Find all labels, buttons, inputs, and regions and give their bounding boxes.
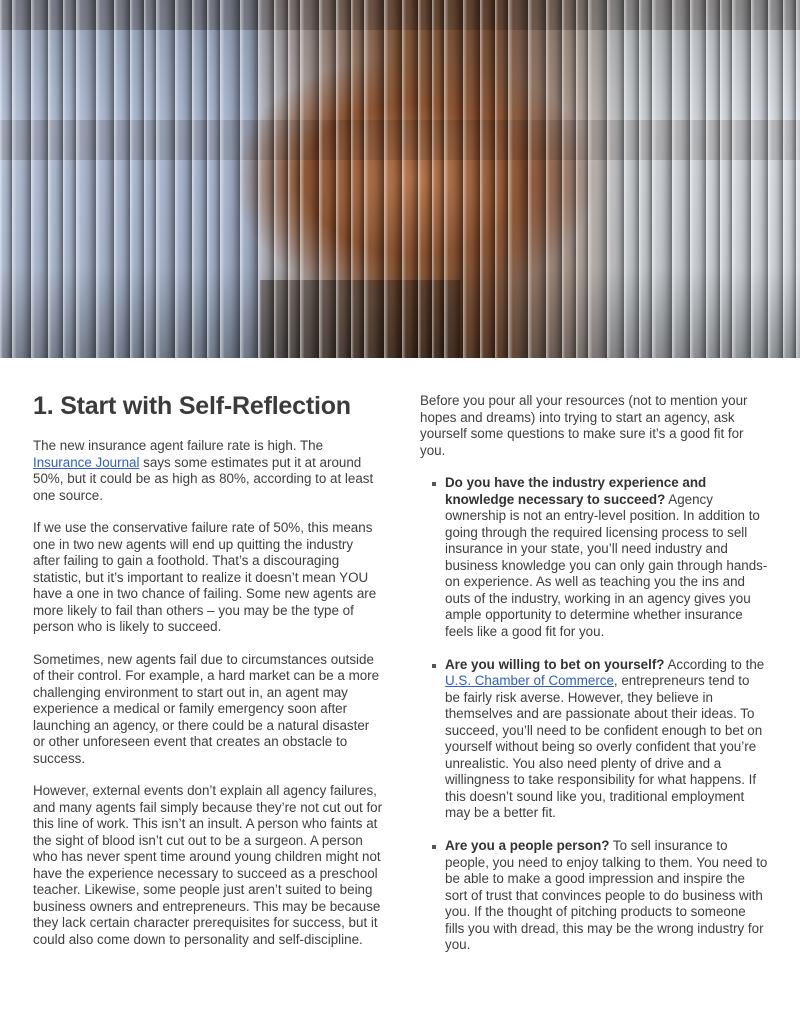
list-item-experience — [420, 475, 768, 640]
paragraph-external-events: However, external events don’t explain all agency failures, and many agents fail simply because they’re not cut out for this line of work. This isn’t an insult. A person who faints at the sight of blood isn’t cut out to be a surgeon. A person who has never spent time around young children might not have the experience necessary to succeed as a preschool teacher. Likewise, some people just aren’t suited to being business owners and entrepreneurs. This may be because they lack certain character prerequisites for success, but it could also come down to personality and self-discipline. — [33, 783, 383, 947]
bullet-icon — [432, 845, 436, 849]
glass-flute — [76, 0, 96, 358]
p1-text-before: The new insurance agent failure rate is high. The — [33, 438, 324, 453]
glass-flute — [175, 0, 192, 358]
glass-flute — [192, 0, 207, 358]
glass-flute — [63, 0, 76, 358]
question-people-person: Are you a people person? — [445, 838, 610, 853]
paragraph-circumstances: Sometimes, new agents fail due to circumstances outside of their control. For example, a hard market can be a more challenging environment to start out in, an agent may experience a medical or family emergency soon after launching an agency, or there could be a natural disaster or other unforeseen event that creates an obstacle to success. — [33, 651, 380, 766]
bullet-icon — [432, 664, 436, 668]
glass-flute — [144, 0, 156, 358]
glass-flute — [624, 0, 639, 358]
glass-flute — [508, 0, 528, 358]
chamber-of-commerce-link[interactable]: U.S. Chamber of Commerce — [445, 673, 614, 688]
glass-flute — [96, 0, 114, 358]
glass-flute — [336, 0, 351, 358]
glass-flute — [720, 0, 732, 358]
glass-flute — [384, 0, 402, 358]
glass-flute — [156, 0, 175, 358]
glass-flute — [402, 0, 418, 358]
glass-flute — [546, 0, 562, 358]
glass-flute — [672, 0, 690, 358]
answer-people-person: To sell insurance to people, you need to enjoy talking to them. You need to be able to make a good impression and inspire the sort of trust that convinces people to do business with you. If the thought of pitching products to someone fills you with dread, this may be the wrong industry for you. — [445, 838, 768, 952]
glass-flute — [444, 0, 463, 358]
question-experience: Do you have the industry experience and knowledge necessary to succeed? — [445, 475, 707, 507]
glass-flute — [796, 0, 800, 358]
glass-flute — [300, 0, 319, 358]
glass-flute — [576, 0, 588, 358]
glass-flute — [562, 0, 576, 358]
glass-flute — [364, 0, 384, 358]
section-heading: 1. Start with Self-Reflection — [33, 392, 351, 420]
glass-flute — [732, 0, 751, 358]
glass-flute — [288, 0, 300, 358]
glass-flute — [607, 0, 624, 358]
glass-flute — [220, 0, 240, 358]
glass-flute — [652, 0, 672, 358]
paragraph-failure-rate — [33, 438, 383, 504]
glass-flute — [258, 0, 274, 358]
glass-flute — [783, 0, 796, 358]
glass-flute — [495, 0, 508, 358]
glass-flute — [351, 0, 364, 358]
glass-flute — [240, 0, 258, 358]
left-column — [33, 390, 383, 964]
glass-flute — [114, 0, 130, 358]
glass-flute — [706, 0, 720, 358]
answer-experience: Agency ownership is not an entry-level position. In addition to going through the required licensing process to sell insurance in your state, you’ll need industry and business knowledge you can only gain through hands-on experience. As well as teaching you the ins and outs of the industry, working in an agency gives you ample opportunity to determine whether insurance feels like a good fit for you. — [445, 491, 768, 639]
glass-flute — [463, 0, 480, 358]
glass-flute — [432, 0, 444, 358]
fluted-glass-portrait-image — [0, 0, 800, 358]
paragraph-conservative-rate: If we use the conservative failure rate of 50%, this means one in two new agents will end up quitting the industry after failing to gain a foothold. That’s a discouraging statistic, but it’s important to realize it doesn’t mean YOU have a one in two chance of failing. Some new agents are more likely to fail than others – you may be the type of person who is likely to succeed. — [33, 520, 377, 634]
question-bet-on-yourself: Are you willing to bet on yourself? — [445, 656, 665, 672]
glass-flute — [319, 0, 336, 358]
glass-flute — [31, 0, 48, 358]
glass-flute — [639, 0, 652, 358]
glass-flute — [751, 0, 768, 358]
glass-flute — [12, 0, 31, 358]
right-column — [420, 393, 768, 970]
hero-image — [0, 0, 800, 358]
list-item-people-person — [420, 838, 768, 954]
glass-flute — [690, 0, 706, 358]
glass-flute — [130, 0, 144, 358]
answer-text-before: According to the — [664, 656, 765, 672]
glass-flute — [0, 0, 12, 358]
bullet-icon — [432, 482, 436, 486]
p1-text-after: says some estimates put it at around 50%, but it could be as high as 80%, according to at least one source. — [33, 454, 374, 503]
glass-flute — [274, 0, 288, 358]
glass-flute — [48, 0, 63, 358]
paragraph-intro: Before you pour all your resources (not to mention your hopes and dreams) into trying to start an agency, ask yourself some questions to make sure it’s a good fit for you. — [420, 393, 748, 458]
glass-flute — [207, 0, 220, 358]
glass-flute — [418, 0, 432, 358]
glass-flute — [480, 0, 495, 358]
question-list — [420, 475, 768, 954]
insurance-journal-link[interactable]: Insurance Journal — [33, 454, 140, 470]
glass-flute — [768, 0, 783, 358]
glass-flute — [528, 0, 546, 358]
glass-flute — [588, 0, 607, 358]
answer-text-after: , entrepreneurs tend to be fairly risk averse. However, they believe in themselves and are passionate about their ideas. To succeed, you’ll need to be confident enough to bet on yourself without being so overly confident that you’re unrealistic. You also need plenty of drive and a willingness to take responsibility for what happens. If this doesn’t sound like you, traditional employment may be a better fit. — [445, 673, 763, 820]
list-item-bet-on-yourself — [420, 657, 768, 822]
